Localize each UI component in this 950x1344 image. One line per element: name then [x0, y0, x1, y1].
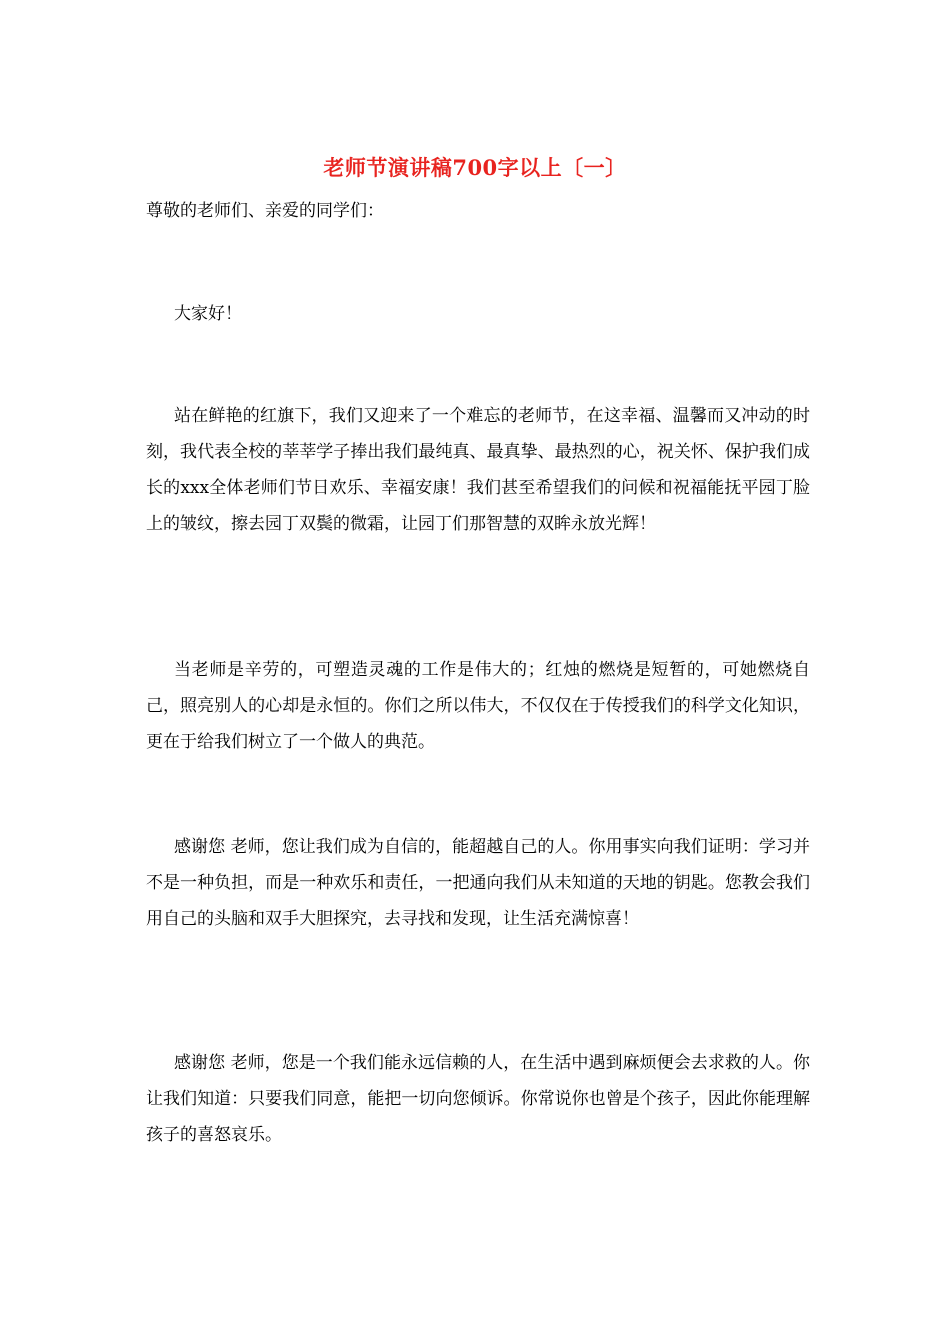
paragraph-greeting: 大家好！ [174, 304, 242, 324]
document-title: 老师节演讲稿700字以上〔一〕 [323, 155, 627, 180]
paragraph-4: 感谢您 老师，您是一个我们能永远信赖的人，在生活中遇到麻烦便会去求救的人。你让我们知道：只要我们同意，能把一切向您倾诉。你常说你也曾是个孩子，因此你能理解孩子的喜怒哀乐。 [146, 1053, 810, 1145]
salutation: 尊敬的老师们、亲爱的同学们： [146, 201, 384, 221]
paragraph-3: 感谢您 老师，您让我们成为自信的，能超越自己的人。你用事实向我们证明：学习并不是一种负担，而是一种欢乐和责任，一把通向我们从未知道的天地的钥匙。您教会我们用自己的头脑和双手大胆探究，去寻找和发现，让生活充满惊喜！ [146, 837, 810, 929]
paragraph-2: 当老师是辛劳的，可塑造灵魂的工作是伟大的；红烛的燃烧是短暂的，可她燃烧自己，照亮别人的心却是永恒的。你们之所以伟大，不仅仅在于传授我们的科学文化知识，更在于给我们树立了一个做人的典范。 [146, 660, 810, 752]
paragraph-1: 站在鲜艳的红旗下，我们又迎来了一个难忘的老师节，在这幸福、温馨而又冲动的时刻，我代表全校的莘莘学子捧出我们最纯真、最真挚、最热烈的心，祝关怀、保护我们成长的xxx全体老师们节日欢乐、幸福安康！我们甚至希望我们的问候和祝福能抚平园丁脸上的皱纹，擦去园丁双鬓的微霜，让园丁们那智慧的双眸永放光辉！ [146, 406, 810, 534]
